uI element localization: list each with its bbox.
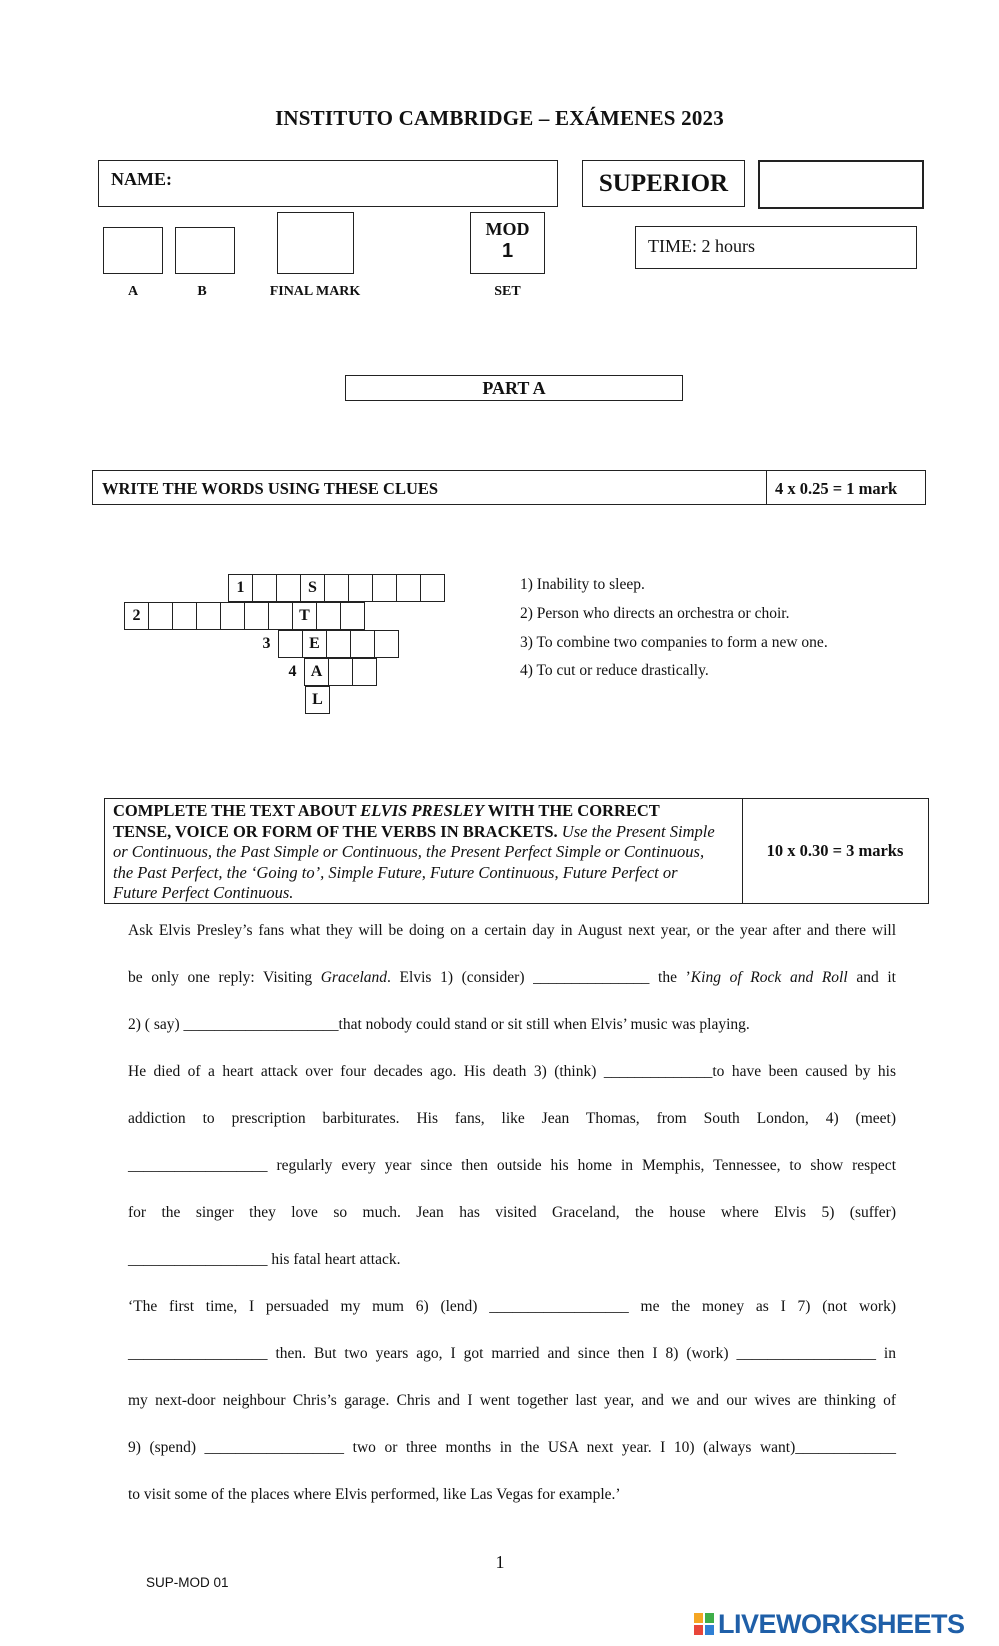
section1-marks: 4 x 0.25 = 1 mark [775,479,898,498]
brand-icon-block [694,1625,703,1635]
section1-header [92,470,926,505]
crossword-cell-stem: A [304,658,329,686]
mark-box-b[interactable] [175,227,235,274]
section1-instruction: WRITE THE WORDS USING THESE CLUES [102,479,439,498]
text-segment: be only one reply: Visiting [128,969,321,986]
brand-logo[interactable] [694,1610,965,1638]
crossword-row-4 [281,658,377,686]
instr-bold-italic: ELVIS PRESLEY [360,801,484,820]
crossword-cell[interactable] [374,630,399,658]
clue-3: 3) To combine two companies to form a new one. [520,634,828,651]
text-line-8: __________________ his fatal heart attack. [128,1251,401,1268]
final-mark-box[interactable] [277,212,354,274]
instr-italic: Use the Present Simple or Continuous, the Past Simple or Continuous, the Present Perfect Simple or Continuous, the Past Perfect, the ‘Going to’, Simple Future, Future Continuous, Future Perfect or Future Perfect Continuous. [113,821,715,902]
crossword-cell[interactable] [348,574,373,602]
text-segment-italic: Graceland [320,969,388,986]
label-a: A [127,284,139,299]
name-label: NAME: [111,169,172,189]
crossword-row-5 [306,686,330,714]
text-line-2 [128,969,896,987]
mod-box [470,212,545,274]
level-label: SUPERIOR [598,169,729,197]
brand-name: LIVEWORKSHEETS [718,1608,965,1639]
crossword-cell[interactable] [172,602,197,630]
level-score-box[interactable] [758,160,924,209]
crossword-cell[interactable]: 2 [124,602,149,630]
page-number: 1 [495,1552,505,1572]
text-line-13: to visit some of the places where Elvis performed, like Las Vegas for example.’ [128,1486,621,1503]
text-line-12: 9) (spend) __________________ two or three months in the USA next year. I 10) (always want)_____________ [128,1439,896,1456]
crossword-cell[interactable] [396,574,421,602]
text-line-5: addiction to prescription barbiturates. His fans, like Jean Thomas, from South London, 4) (meet) [128,1110,896,1127]
crossword-cell-stem: T [292,602,317,630]
crossword-cell[interactable] [350,630,375,658]
text-line-4: He died of a heart attack over four decades ago. His death 3) (think) ______________to have been caused by his [128,1063,896,1080]
text-segment: . Elvis 1) (consider) _______________ the ’ [387,969,691,986]
brand-icon-block [705,1625,714,1635]
text-line-10: __________________ then. But two years ago, I got married and since then I 8) (work) __________________ in [128,1345,896,1362]
crossword-cell[interactable] [324,574,349,602]
crossword-cell[interactable] [252,574,277,602]
clue-4: 4) To cut or reduce drastically. [520,662,709,679]
crossword-cell[interactable] [316,602,341,630]
brand-icon [694,1613,714,1635]
mod-label: MOD [485,219,530,239]
crossword-cell[interactable] [326,630,351,658]
part-label: PART A [482,378,546,398]
crossword-cell[interactable] [244,602,269,630]
text-line-11: my next-door neighbour Chris’s garage. Chris and I went together last year, and we and our wives are thinking of [128,1392,896,1409]
crossword-cell[interactable] [220,602,245,630]
instr-bold-2: WITH THE CORRECT TENSE, VOICE OR FORM OF THE VERBS IN BRACKETS. [113,801,660,841]
page-title: INSTITUTO CAMBRIDGE – EXÁMENES 2023 [275,106,724,130]
time-box [635,226,917,269]
time-label: TIME: 2 hours [648,236,755,256]
mark-box-a[interactable] [103,227,163,274]
level-box [582,160,745,207]
crossword-cell[interactable] [268,602,293,630]
text-segment-italic: King of Rock and Roll [690,969,848,986]
crossword-cell[interactable] [276,574,301,602]
text-line-7: for the singer they love so much. Jean has visited Graceland, the house where Elvis 5) (suffer) [128,1204,896,1221]
crossword-cell-stem: L [305,686,330,714]
mod-number: 1 [501,240,514,262]
brand-icon-block [705,1613,714,1623]
name-field[interactable] [98,160,558,207]
crossword-cell[interactable] [278,630,303,658]
label-b: B [197,284,207,299]
crossword-cell[interactable] [328,658,353,686]
crossword-row-2 [125,602,365,630]
crossword-cell[interactable]: 1 [228,574,253,602]
brand-icon-block [694,1613,703,1623]
crossword-cell[interactable] [148,602,173,630]
crossword-cell[interactable] [352,658,377,686]
crossword-cell[interactable] [340,602,365,630]
crossword-row-1 [229,574,445,602]
section2-instruction [113,801,718,904]
crossword-cell[interactable] [372,574,397,602]
crossword-row-3 [255,630,399,658]
text-line-9: ‘The first time, I persuaded my mum 6) (lend) __________________ me the money as I 7) (not work) [128,1298,896,1315]
section2-header [104,798,929,904]
crossword-cell-stem: S [300,574,325,602]
footer-code: SUP-MOD 01 [146,1575,229,1590]
section1-divider [766,471,767,504]
crossword-cell[interactable] [420,574,445,602]
text-line-1: Ask Elvis Presley’s fans what they will be doing on a certain day in August next year, or the year after and there will [128,922,896,939]
text-segment: and it [847,969,896,986]
crossword-cell-stem: E [302,630,327,658]
part-heading [345,375,683,401]
section2-marks: 10 x 0.30 = 3 marks [766,841,904,860]
crossword-number: 3 [262,635,271,652]
label-final-mark: FINAL MARK [269,284,361,299]
crossword-cell[interactable] [196,602,221,630]
instr-bold-1: COMPLETE THE TEXT ABOUT [113,801,361,820]
label-set: SET [494,284,521,299]
crossword-number: 4 [288,663,297,680]
clue-1: 1) Inability to sleep. [520,576,645,593]
text-line-3: 2) ( say) ____________________that nobody could stand or sit still when Elvis’ music was playing. [128,1016,750,1033]
text-line-6: __________________ regularly every year since then outside his home in Memphis, Tennessee, to show respect [128,1157,896,1174]
clue-2: 2) Person who directs an orchestra or choir. [520,605,790,622]
